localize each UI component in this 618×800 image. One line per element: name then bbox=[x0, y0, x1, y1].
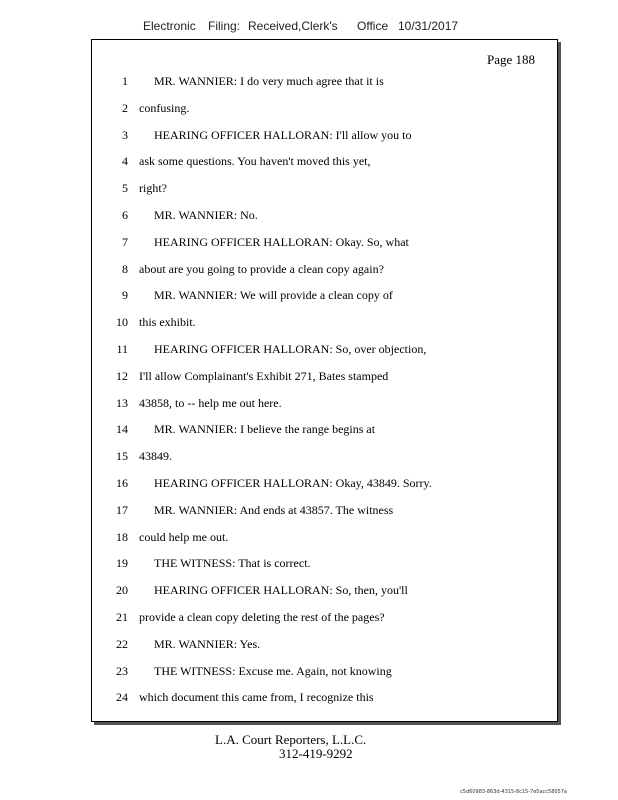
transcript-line bbox=[92, 154, 557, 174]
line-number: 7 bbox=[122, 234, 128, 249]
transcript-line bbox=[92, 315, 557, 335]
line-text: HEARING OFFICER HALLORAN: Okay, 43849. Sorry. bbox=[154, 476, 432, 490]
transcript-line bbox=[92, 342, 557, 362]
line-text: HEARING OFFICER HALLORAN: So, over objection, bbox=[154, 342, 427, 356]
line-number: 9 bbox=[122, 288, 128, 303]
line-number: 13 bbox=[116, 395, 128, 410]
document-id: c5d60983-863d-4315-8c15-7e5acc58057a bbox=[460, 789, 567, 795]
transcript-line bbox=[92, 664, 557, 684]
line-text: about are you going to provide a clean copy again? bbox=[139, 261, 384, 276]
line-text: MR. WANNIER: Yes. bbox=[154, 636, 261, 651]
filing-received: Received,Clerk's bbox=[248, 19, 338, 33]
line-number: 15 bbox=[116, 449, 128, 464]
line-number: 5 bbox=[122, 181, 128, 196]
transcript-line bbox=[92, 396, 557, 416]
line-text: confusing. bbox=[139, 100, 190, 115]
line-number: 17 bbox=[116, 502, 128, 517]
line-text: ask some questions. You haven't moved this yet, bbox=[139, 154, 371, 169]
line-text: provide a clean copy deleting the rest of the pages? bbox=[139, 610, 385, 624]
line-number: 1 bbox=[122, 74, 128, 88]
line-number: 2 bbox=[122, 100, 128, 115]
line-text: HEARING OFFICER HALLORAN: Okay. So, what bbox=[154, 234, 409, 249]
transcript-line bbox=[92, 476, 557, 496]
line-number: 18 bbox=[116, 529, 128, 544]
line-number: 22 bbox=[116, 636, 128, 651]
page-number: Page 188 bbox=[486, 52, 535, 67]
line-number: 24 bbox=[116, 690, 128, 705]
transcript-line bbox=[92, 449, 557, 469]
reporter-company: L.A. Court Reporters, L.L.C. bbox=[215, 732, 367, 747]
line-number: 20 bbox=[116, 583, 128, 598]
line-text: THE WITNESS: Excuse me. Again, not knowing bbox=[154, 663, 392, 678]
transcript-line bbox=[92, 530, 557, 550]
line-text: this exhibit. bbox=[139, 315, 196, 330]
filing-date: 10/31/2017 bbox=[398, 19, 459, 33]
reporter-phone: 312-419-9292 bbox=[279, 746, 353, 761]
transcript-line bbox=[92, 208, 557, 228]
transcript-line bbox=[92, 610, 557, 630]
line-text: right? bbox=[139, 181, 167, 196]
line-text: 43849. bbox=[139, 449, 172, 464]
line-number: 14 bbox=[116, 422, 128, 437]
filing-electronic: Electronic bbox=[143, 19, 196, 33]
line-text: MR. WANNIER: I do very much agree that it is bbox=[154, 74, 384, 88]
line-text: THE WITNESS: That is correct. bbox=[154, 556, 311, 571]
transcript-line bbox=[92, 181, 557, 201]
line-text: which document this came from, I recognize this bbox=[139, 690, 374, 705]
line-number: 11 bbox=[116, 342, 128, 356]
line-text: could help me out. bbox=[139, 529, 229, 544]
line-text: MR. WANNIER: And ends at 43857. The witness bbox=[154, 502, 394, 517]
transcript-line bbox=[92, 690, 557, 710]
line-number: 21 bbox=[116, 610, 128, 624]
filing-office: Office bbox=[357, 19, 389, 33]
line-number: 4 bbox=[122, 154, 128, 169]
line-number: 19 bbox=[116, 556, 128, 571]
transcript-line bbox=[92, 637, 557, 657]
transcript-line bbox=[92, 369, 557, 389]
transcript-line bbox=[92, 288, 557, 308]
line-text: MR. WANNIER: I believe the range begins at bbox=[154, 422, 376, 437]
transcript-line bbox=[92, 583, 557, 603]
line-number: 8 bbox=[122, 261, 128, 276]
line-text: MR. WANNIER: We will provide a clean copy of bbox=[154, 288, 393, 303]
line-number: 12 bbox=[116, 368, 128, 383]
line-text: MR. WANNIER: No. bbox=[154, 208, 258, 222]
transcript-line bbox=[92, 128, 557, 148]
transcript-line bbox=[92, 235, 557, 255]
line-text: 43858, to -- help me out here. bbox=[139, 395, 282, 410]
line-number: 3 bbox=[122, 127, 128, 142]
transcript-line bbox=[92, 422, 557, 442]
filing-stamp-header bbox=[0, 19, 618, 39]
transcript-line bbox=[92, 74, 557, 94]
transcript-line bbox=[92, 101, 557, 121]
line-text: I'll allow Complainant's Exhibit 271, Bates stamped bbox=[139, 368, 389, 383]
transcript-page bbox=[91, 39, 558, 722]
line-number: 23 bbox=[116, 663, 128, 678]
filing-label: Filing: bbox=[208, 19, 241, 33]
transcript-line bbox=[92, 262, 557, 282]
transcript-line bbox=[92, 503, 557, 523]
line-number: 16 bbox=[116, 476, 128, 490]
line-text: HEARING OFFICER HALLORAN: So, then, you'll bbox=[154, 583, 408, 598]
line-number: 6 bbox=[122, 208, 128, 222]
line-text: HEARING OFFICER HALLORAN: I'll allow you to bbox=[154, 127, 412, 142]
transcript-line bbox=[92, 556, 557, 576]
line-number: 10 bbox=[116, 315, 128, 330]
